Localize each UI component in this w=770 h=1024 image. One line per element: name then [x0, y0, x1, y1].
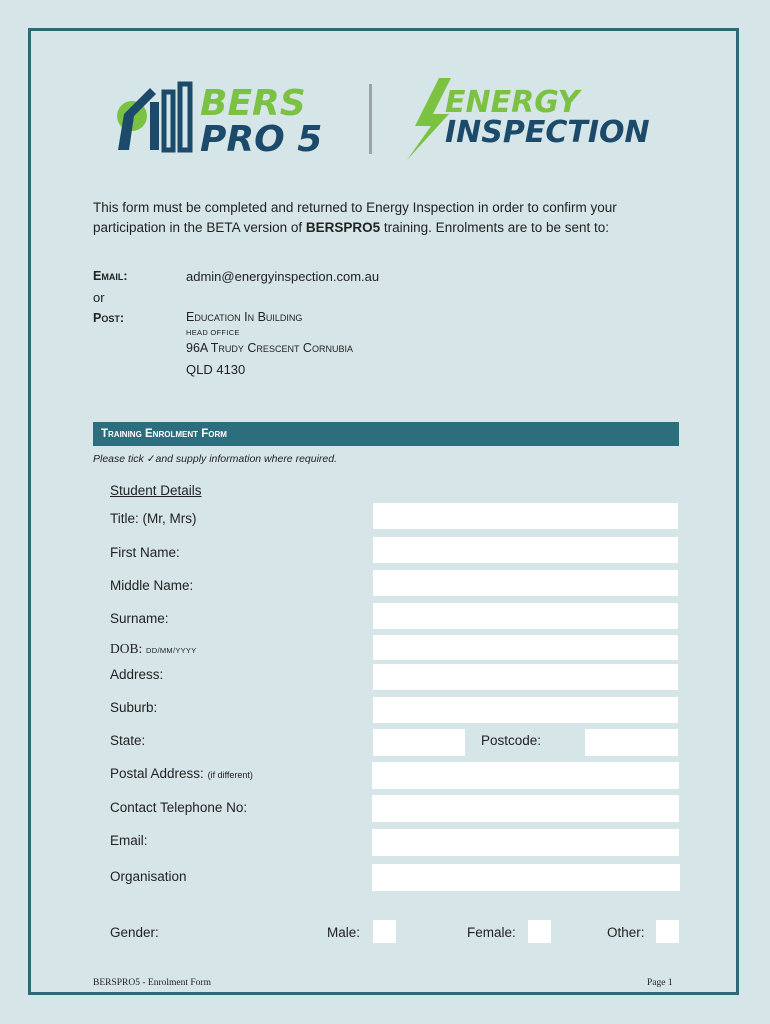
energy-inspection-logo [403, 76, 693, 162]
post-city: QLD 4130 [186, 362, 246, 377]
title-label: Title: (Mr, Mrs) [110, 511, 197, 526]
logo-energy-text: ENERGY [445, 85, 580, 120]
postal-address-note: (if different) [207, 770, 253, 780]
postcode-input[interactable] [585, 729, 678, 756]
form-hint: Please tick ✓and supply information where required. [93, 453, 338, 465]
gender-label: Gender: [110, 925, 159, 940]
logo-bers-text: BERS [200, 83, 306, 124]
or-text: or [93, 290, 105, 305]
other-label: Other: [607, 925, 645, 940]
address-label: Address: [110, 667, 164, 682]
surname-label: Surname: [110, 611, 169, 626]
middle-name-input[interactable] [373, 570, 678, 596]
title-input[interactable] [373, 503, 678, 529]
logo-bar-2 [164, 92, 173, 150]
footer-left: BERSPRO5 - Enrolment Form [93, 978, 211, 988]
form-banner: Training Enrolment Form [93, 422, 679, 446]
state-label: State: [110, 733, 146, 748]
dob-label-text: DOB: [110, 641, 143, 656]
student-details-heading: Student Details [110, 483, 202, 498]
email-address[interactable]: admin@energyinspection.com.au [186, 269, 380, 284]
first-name-input[interactable] [373, 537, 678, 563]
male-label: Male: [327, 925, 361, 940]
post-label: Post: [93, 311, 125, 325]
suburb-label: Suburb: [110, 700, 158, 715]
dob-format-hint: DD/MM/YYYY [146, 646, 197, 655]
postal-address-label [110, 766, 253, 781]
middle-name-label: Middle Name: [110, 578, 194, 593]
intro-bold-product: BERSPRO5 [305, 220, 381, 235]
email-input[interactable] [372, 829, 679, 856]
intro-paragraph [93, 198, 633, 238]
suburb-input[interactable] [373, 697, 678, 723]
address-input[interactable] [373, 664, 678, 690]
email-field-label: Email: [110, 833, 148, 848]
logo-divider [369, 84, 372, 154]
first-name-label: First Name: [110, 545, 180, 560]
post-street: 96A Trudy Crescent Cornubia [186, 341, 353, 355]
dob-label [110, 641, 197, 657]
bers-pro5-logo [112, 80, 342, 156]
female-label: Female: [467, 925, 516, 940]
logo-pro5-text: PRO 5 [200, 119, 323, 156]
intro-text-end: training. Enrolments are to be sent to: [380, 220, 610, 235]
email-label: Email: [93, 269, 128, 283]
state-input[interactable] [373, 729, 465, 756]
phone-label: Contact Telephone No: [110, 800, 248, 815]
phone-input[interactable] [372, 795, 679, 822]
post-office: HEAD OFFICE [186, 328, 240, 337]
postal-address-text: Postal Address: [110, 766, 204, 781]
surname-input[interactable] [373, 603, 678, 629]
male-checkbox[interactable] [373, 920, 396, 943]
female-checkbox[interactable] [528, 920, 551, 943]
postcode-label: Postcode: [481, 733, 542, 748]
footer-page-number: Page 1 [647, 978, 673, 988]
logo-inspection-text: INSPECTION [445, 115, 650, 150]
logo-bar-3 [180, 84, 190, 150]
organisation-label: Organisation [110, 869, 187, 884]
post-org: Education In Building [186, 310, 303, 324]
logo-bar-1 [150, 102, 159, 150]
postal-address-input[interactable] [372, 762, 679, 789]
organisation-input[interactable] [372, 864, 680, 891]
dob-input[interactable] [373, 635, 678, 660]
other-checkbox[interactable] [656, 920, 679, 943]
intro-text-start: This form must be completed and returned to Energy Inspection in order to confirm your participation in the BETA version of [93, 200, 617, 235]
